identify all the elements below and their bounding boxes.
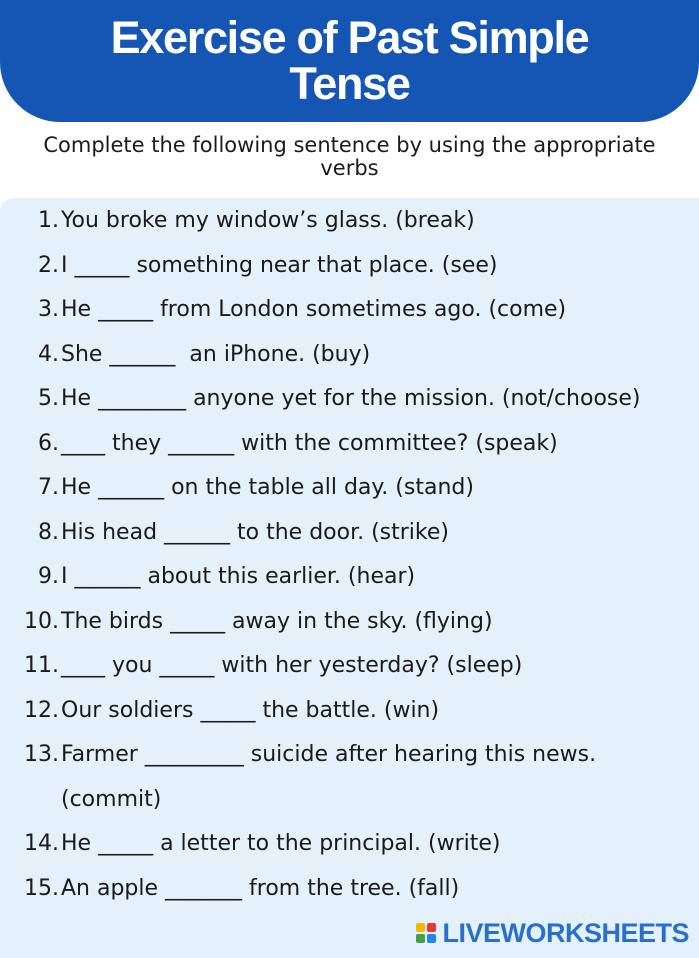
question-text: The birds _____ away in the sky. (flying) xyxy=(61,608,493,634)
question-item xyxy=(0,288,699,333)
question-item xyxy=(0,511,699,556)
question-text: He ________ anyone yet for the mission. (not/choose) xyxy=(61,386,641,411)
liveworksheets-logo-icon xyxy=(416,923,436,943)
question-item xyxy=(0,199,699,244)
question-text: You broke my window’s glass. (break) xyxy=(61,208,475,233)
page-title-line-1: Exercise of Past Simple xyxy=(110,12,589,63)
question-item xyxy=(0,867,699,912)
question-text: An apple _______ from the tree. (fall) xyxy=(61,875,460,901)
question-item xyxy=(0,333,699,378)
question-item xyxy=(0,689,699,734)
question-number: 15. xyxy=(24,875,59,901)
question-number: 1. xyxy=(38,208,59,233)
question-number: 12. xyxy=(24,697,59,723)
question-text: His head ______ to the door. (strike) xyxy=(61,519,449,545)
question-list xyxy=(0,199,699,911)
question-item xyxy=(0,822,699,867)
question-item xyxy=(0,422,699,467)
question-text: She ______ an iPhone. (buy) xyxy=(61,341,371,367)
question-number: 8. xyxy=(38,519,59,545)
question-number: 2. xyxy=(38,252,59,278)
question-text: He ______ on the table all day. (stand) xyxy=(61,475,474,500)
question-number: 14. xyxy=(24,831,59,856)
question-number: 5. xyxy=(38,386,59,411)
question-item xyxy=(0,733,699,822)
question-number: 13. xyxy=(24,742,59,767)
question-item xyxy=(0,555,699,600)
question-text: I _____ something near that place. (see) xyxy=(61,252,498,278)
question-number: 4. xyxy=(38,341,59,367)
question-text: ____ you _____ with her yesterday? (sleep) xyxy=(61,653,523,678)
question-number: 3. xyxy=(38,297,59,322)
question-text: Our soldiers _____ the battle. (win) xyxy=(61,697,440,723)
question-text: Farmer _________ suicide after hearing this news. (commit) xyxy=(61,742,604,812)
question-number: 11. xyxy=(24,653,59,678)
question-number: 6. xyxy=(38,430,59,456)
question-text: I ______ about this earlier. (hear) xyxy=(61,564,416,589)
question-item xyxy=(0,244,699,289)
liveworksheets-watermark xyxy=(416,916,689,950)
question-number: 9. xyxy=(38,564,59,589)
title-banner xyxy=(0,0,699,122)
question-item xyxy=(0,644,699,689)
question-number: 7. xyxy=(38,475,59,500)
instructions-text: Complete the following sentence by using the appropriate verbs xyxy=(43,133,656,180)
question-item xyxy=(0,377,699,422)
question-text: He _____ from London sometimes ago. (come) xyxy=(61,297,567,322)
question-item xyxy=(0,600,699,645)
question-text: ____ they ______ with the committee? (speak) xyxy=(61,430,558,456)
question-number: 10. xyxy=(24,608,59,634)
question-text: He _____ a letter to the principal. (write) xyxy=(61,831,501,856)
question-item xyxy=(0,466,699,511)
watermark-text: LIVEWORKSHEETS xyxy=(442,917,689,948)
page-title-line-2: Tense xyxy=(289,58,410,109)
